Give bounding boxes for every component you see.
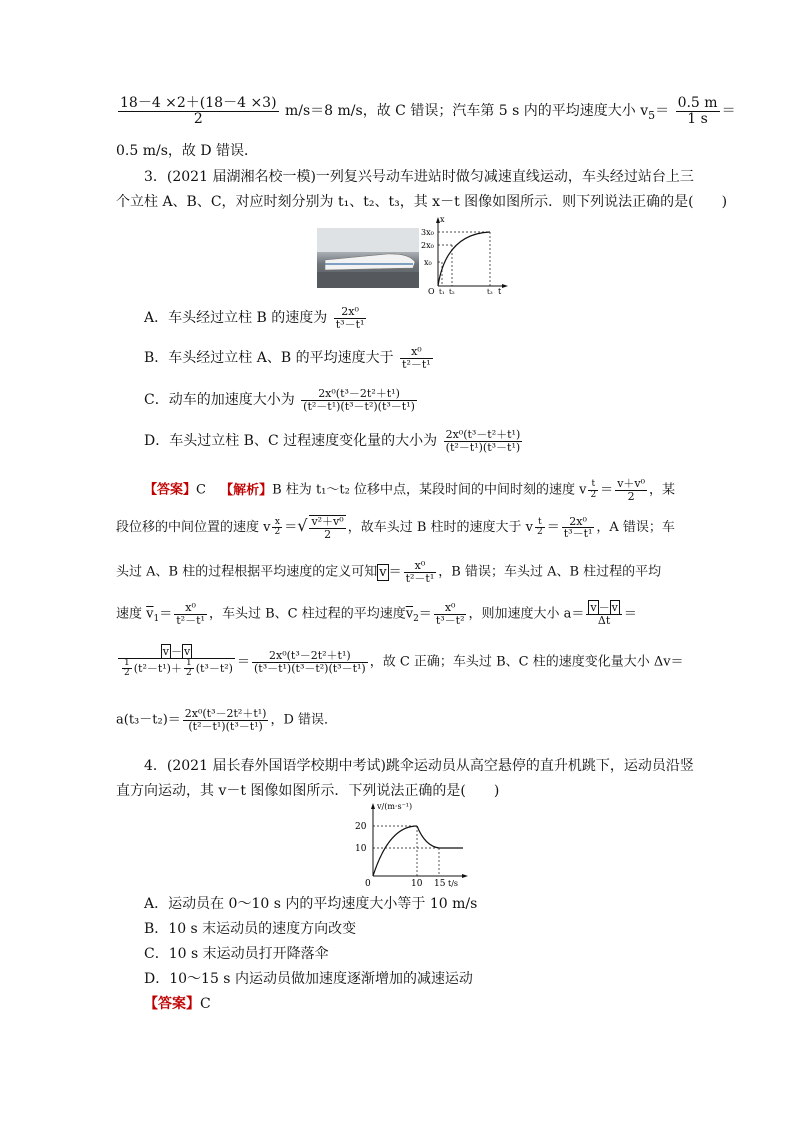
q3-stem-line1: 3．(2021 届湖湘名校一模)一列复兴号动车进站时做匀减速直线运动，车头经过站台上三 [144,169,694,185]
q4-graph-tick-15s: 15 [434,879,446,889]
q3-analysis-line2: 段位移的中间位置的速度 v $\frac{x}{2}$ ＝√ $\frac{\text{v²＋v⁰}}{2}$ ，故车头过 B 柱时的速度大于 v $\frac{t}{2}$ ＝ $\frac{\text{2x⁰}}{\text{t³－t¹}}$ ，A 错误；车 [116,514,675,541]
analysis-label: 【解析】 [220,482,273,498]
q4-graph-tick-10: 10 [355,844,367,854]
q3-graph-tick-t3: t₃ [487,288,493,296]
q3-option-d: D．车头过立柱 B、C 过程速度变化量的大小为 $\frac{\text{2x⁰(t³－t²＋t¹)}}{\text{(t²－t¹)(t³－t¹)}}$ [144,428,521,454]
q3-analysis-line3: 头过 A、B 柱的过程根据平均速度的定义可知 v ＝ $\frac{\text{x⁰}}{\text{t²－t¹}}$ ，B 错误；车头过 A、B 柱过程的平均 [116,559,662,585]
q4-option-d: D．10～15 s 内运动员做加速度逐渐增加的减速运动 [144,971,473,987]
q3-option-c: C．动车的加速度大小为 $\frac{\text{2x⁰(t³－2t²＋t¹)}}{\text{(t²－t¹)(t³－t²)(t³－t¹)}}$ [144,387,415,413]
q3-analysis-line5: v － v $\frac{1}{2}$ (t²－t¹)＋ $\frac{1}{2}$ (t³－t²) ＝ $\frac{\text{2x⁰(t³－2t²＋t¹)}}{\text{(t³－t¹)(t³－t²)(t³－t¹)}}$ ，故 C 正确；车头过 B、C 柱的速度变化量大小 Δv＝ [116,646,684,678]
prev-answer-line2: 0.5 m/s，故 D 错误． [116,143,259,159]
train-photo-drawing [317,228,419,288]
prev-fraction-2: $\frac{0.5 m}{1 s}$ [677,95,718,127]
q3-analysis-line6: a(t₃－t₂)＝ $\frac{\text{2x⁰(t³－2t²＋t¹)}}{\text{(t²－t¹)(t³－t¹)}}$ ，D 错误． [116,707,338,733]
q3-option-b: B．车头经过立柱 A、B 的平均速度大于 $\frac{\text{x⁰}}{\text{t²－t¹}}$ [144,345,431,371]
q3-graph-tick-3x0: 3x₀ [421,228,434,237]
q4-answer [144,993,211,1013]
answer-label: 【答案】 [144,482,197,498]
q4-graph-x-label: t/s [448,879,459,888]
q4-graph-tick-10s: 10 [411,879,423,889]
q4-graph-tick-20: 20 [355,822,367,832]
q4-graph-tick-0: 0 [365,879,371,889]
q3-xt-graph [418,214,508,296]
q3-graph-tick-t2: t₂ [449,288,455,296]
q3-graph-tick-x0: x₀ [424,258,432,267]
q3-stem-line2: 个立柱 A、B、C，对应时刻分别为 t₁、t₂、t₃，其 x－t 图像如图所示．则下列说法正确的是( ) [116,194,728,210]
q4-graph-y-label: v/(m·s⁻¹) [377,802,413,811]
q3-option-a: A．车头经过立柱 B 的速度为 $\frac{\text{2x⁰}}{\text{t³－t¹}}$ [144,305,365,331]
q4-stem-line1: 4．(2021 届长春外国语学校期中考试)跳伞运动员从高空悬停的直升机跳下，运动员沿竖 [144,758,694,774]
q4-vt-graph [345,800,470,890]
q3-analysis-line1: 【答案】C 【解析】B 柱为 t₁～t₂ 位移中点，某段时间的中间时刻的速度 v $\frac{t}{2}$ ＝ $\frac{\text{v＋v⁰}}{2}$ ，某 [144,477,676,503]
q3-graph-tick-t1: t₁ [439,288,445,296]
prev-answer-line1: $\frac{18-4 \times 2+(18-4 \times 3)}{2}$ m/s＝8 m/s，故 C 错误；汽车第 5 s 内的平均速度大小 $v_5=$ $\frac{0.5 m}{1 s}$ ＝ [120,95,736,127]
prev-fraction: $\frac{18-4 \times 2+(18-4 \times 3)}{2}$ [120,95,277,127]
q4-stem-line2: 直方向运动，其 v－t 图像如图所示．下列说法正确的是( ) [116,783,500,799]
q4-option-b: B．10 s 末运动员的速度方向改变 [144,921,357,937]
q3-graph-y-axis-label: x [440,215,445,224]
q3-graph-tick-2x0: 2x₀ [421,241,434,250]
q4-answer-label: 【答案】 [144,996,200,1012]
q4-option-c: C．10 s 末运动员打开降落伞 [144,946,329,962]
q4-option-a: A．运动员在 0～10 s 内的平均速度大小等于 10 m/s [144,896,478,912]
q3-analysis-line4: 速度 $\overline{v}_1=$ $\frac{\text{x⁰}}{\text{t²－t¹}}$ ，车头过 B、C 柱过程的平均速度$\overline{v}_2=$ $\frac{\text{x⁰}}{\text{t³－t²}}$ ，则加速度大小 a＝ $\frac{v - v}{\Delta t}$ ＝ [116,601,637,627]
boxed-v-symbol: v [379,564,387,580]
q3-graph-x-axis-label: t [498,287,502,296]
q4-answer-value: C [200,996,211,1012]
q3-graph-origin: O [428,287,435,296]
train-photo [317,228,419,288]
